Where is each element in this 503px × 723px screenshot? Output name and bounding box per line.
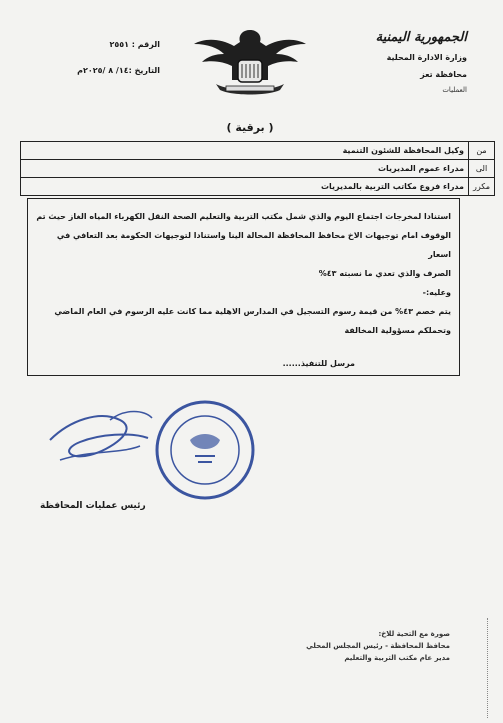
message-body — [27, 198, 460, 376]
address-value: وكيل المحافظة للشئون التنمية — [21, 142, 469, 160]
body-paragraph: الصرف والذي تعدي ما نسبته ٤٣% — [318, 269, 451, 278]
page-edge-mark — [487, 618, 498, 718]
official-stamp — [30, 380, 260, 520]
body-paragraph: الوقوف امام توجيهات الاخ محافظ المحافظة المحالة الينا واستنادا لتوجيهات الحكومة بعد التعافي في اسعار — [56, 231, 451, 259]
body-paragraph: وعليه:- — [422, 288, 451, 297]
footer-line: محافظ المحافظة - رئيس المجلس المحلي — [306, 642, 450, 650]
address-row-to — [21, 160, 495, 178]
reference-date: التاريخ :١٤/ ٨ /٢٠٢٥م — [77, 66, 160, 75]
address-value: مدراء عموم المديريات — [21, 160, 469, 178]
reference-block — [60, 40, 160, 92]
governorate-name: محافظة تعز — [420, 70, 467, 79]
address-row-cc — [21, 178, 495, 196]
address-value: مدراء فروع مكاتب التربية بالمديريات — [21, 178, 469, 196]
body-paragraph: يتم خصم ٤٣% من قيمة رسوم التسجيل في المدارس الاهلية مما كانت عليه الرسوم في العام الماضي — [54, 307, 451, 316]
cc-footer — [60, 628, 450, 664]
ministry-name: وزارة الادارة المحلية — [386, 53, 467, 62]
address-key: مكرر — [469, 178, 495, 196]
address-key: من — [469, 142, 495, 160]
footer-line: مدير عام مكتب التربية والتعليم — [344, 654, 450, 662]
address-table — [20, 141, 495, 196]
document-title: ( برقية ) — [226, 121, 274, 134]
letterhead-right — [337, 30, 467, 94]
footer-line: صورة مع التحية للاخ: — [378, 630, 450, 638]
stamp-caption: رئيس عمليات المحافظة — [40, 501, 146, 511]
national-emblem — [190, 20, 310, 100]
body-paragraph: وتحملكم مسؤولية المخالفة — [344, 326, 451, 335]
department-name: العمليات — [442, 86, 467, 94]
address-key: الى — [469, 160, 495, 178]
body-paragraph: استنادا لمخرجات اجتماع اليوم والذي شمل مكتب التربية والتعليم الصحة النقل الكهرباء المياه الغاز حيث تم — [36, 212, 451, 221]
reference-number: الرقم : ٢٥٥١ — [109, 40, 160, 49]
address-row-from — [21, 142, 495, 160]
closing-line: مرسل للتنفيذ...... — [282, 359, 355, 368]
republic-name: الجمهورية اليمنية — [375, 30, 467, 45]
